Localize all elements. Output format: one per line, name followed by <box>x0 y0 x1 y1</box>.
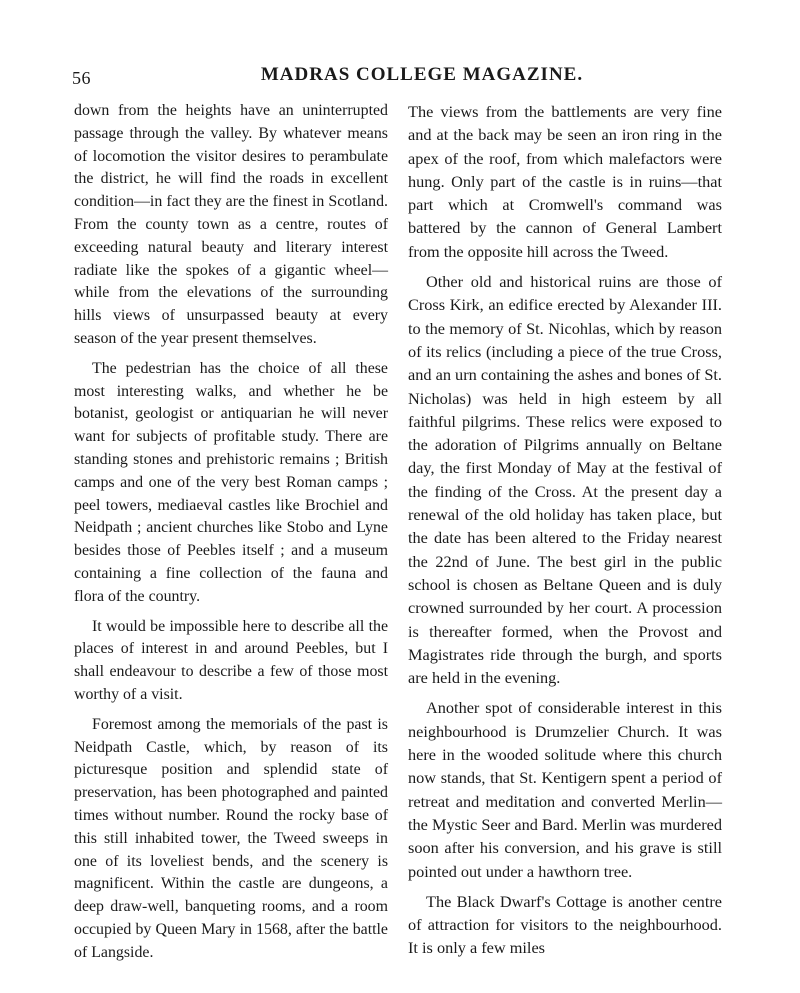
magazine-title: MADRAS COLLEGE MAGAZINE. <box>260 64 584 85</box>
page-number: 56 <box>72 68 91 88</box>
right-column <box>408 100 722 967</box>
left-paragraph-3: It would be impossible here to describe all the places of interest in and around Peebles, but I shall endeavour to describe a few of those most worthy of a visit. <box>74 617 388 703</box>
left-paragraph-1: down from the heights have an uninterrupted passage through the valley. By whatever means of locomotion the visitor desires to perambulate the district, he will find the roads in excellent condition—in fact they are the finest in Scotland. From the county town as a centre, routes of exceeding natural beauty and literary interest radiate like the spokes of a gigantic wheel—while from the elevations of the surrounding hills views of unsurpassed beauty at every season of the year present themselves. <box>74 102 388 347</box>
page-header <box>72 64 732 92</box>
left-paragraph-4: Foremost among the memorials of the past is Neidpath Castle, which, by reason of its picturesque position and splendid state of preservation, has been photographed and painted times without number. Round the rocky base of this still inhabited tower, the Tweed sweeps in one of its loveliest bends, and the scenery is magnificent. Within the castle are dungeons, a deep draw-well, banqueting rooms, and a room occupied by Queen Mary in 1568, after the battle of Langside. <box>74 715 388 961</box>
right-paragraph-2: Other old and historical ruins are those of Cross Kirk, an edifice erected by Alexander III. to the memory of St. Nicohlas, which by reason of its relics (including a piece of the true Cross, and an urn containing the ashes and bones of St. Nicholas) was held in high esteem by all faithful pilgrims. These relics were exposed to the adoration of Pilgrims annually on Beltane day, the first Monday of May at the festival of the finding of the Cross. At the present day a renewal of the old holiday has taken place, but the date has been altered to the Friday nearest the 22nd of June. The best girl in the public school is chosen as Beltane Queen and is duly crowned surrounded by her court. A procession is thereafter formed, when the Provost and Magistrates ride through the burgh, and sports are held in the evening. <box>408 272 722 688</box>
right-paragraph-1: The views from the battlements are very fine and at the back may be seen an iron ring in the apex of the roof, from which malefactors were hung. Only part of the castle is in ruins—that part which at Cromwell's command was battered by the cannon of General Lambert from the opposite hill across the Tweed. <box>408 102 722 261</box>
right-paragraph-3: Another spot of considerable interest in this neighbourhood is Drumzelier Church. It was here in the wooded solitude where this church now stands, that St. Kentigern spent a period of retreat and meditation and converted Merlin—the Mystic Seer and Bard. Merlin was murdered soon after his conversion, and his grave is still pointed out under a hawthorn tree. <box>408 698 722 881</box>
left-paragraph-2: The pedestrian has the choice of all these most interesting walks, and whether he be botanist, geologist or antiquarian he will never want for subjects of profitable study. There are standing stones and prehistoric remains ; British camps and one of the very best Roman camps ; peel towers, mediaeval castles like Brochiel and Neidpath ; ancient churches like Stobo and Lyne besides those of Peebles itself ; and a museum containing a fine collection of the fauna and flora of the country. <box>74 359 388 605</box>
right-paragraph-4: The Black Dwarf's Cottage is another centre of attraction for visitors to the neighbourhood. It is only a few miles <box>408 891 722 958</box>
left-column <box>74 100 388 971</box>
